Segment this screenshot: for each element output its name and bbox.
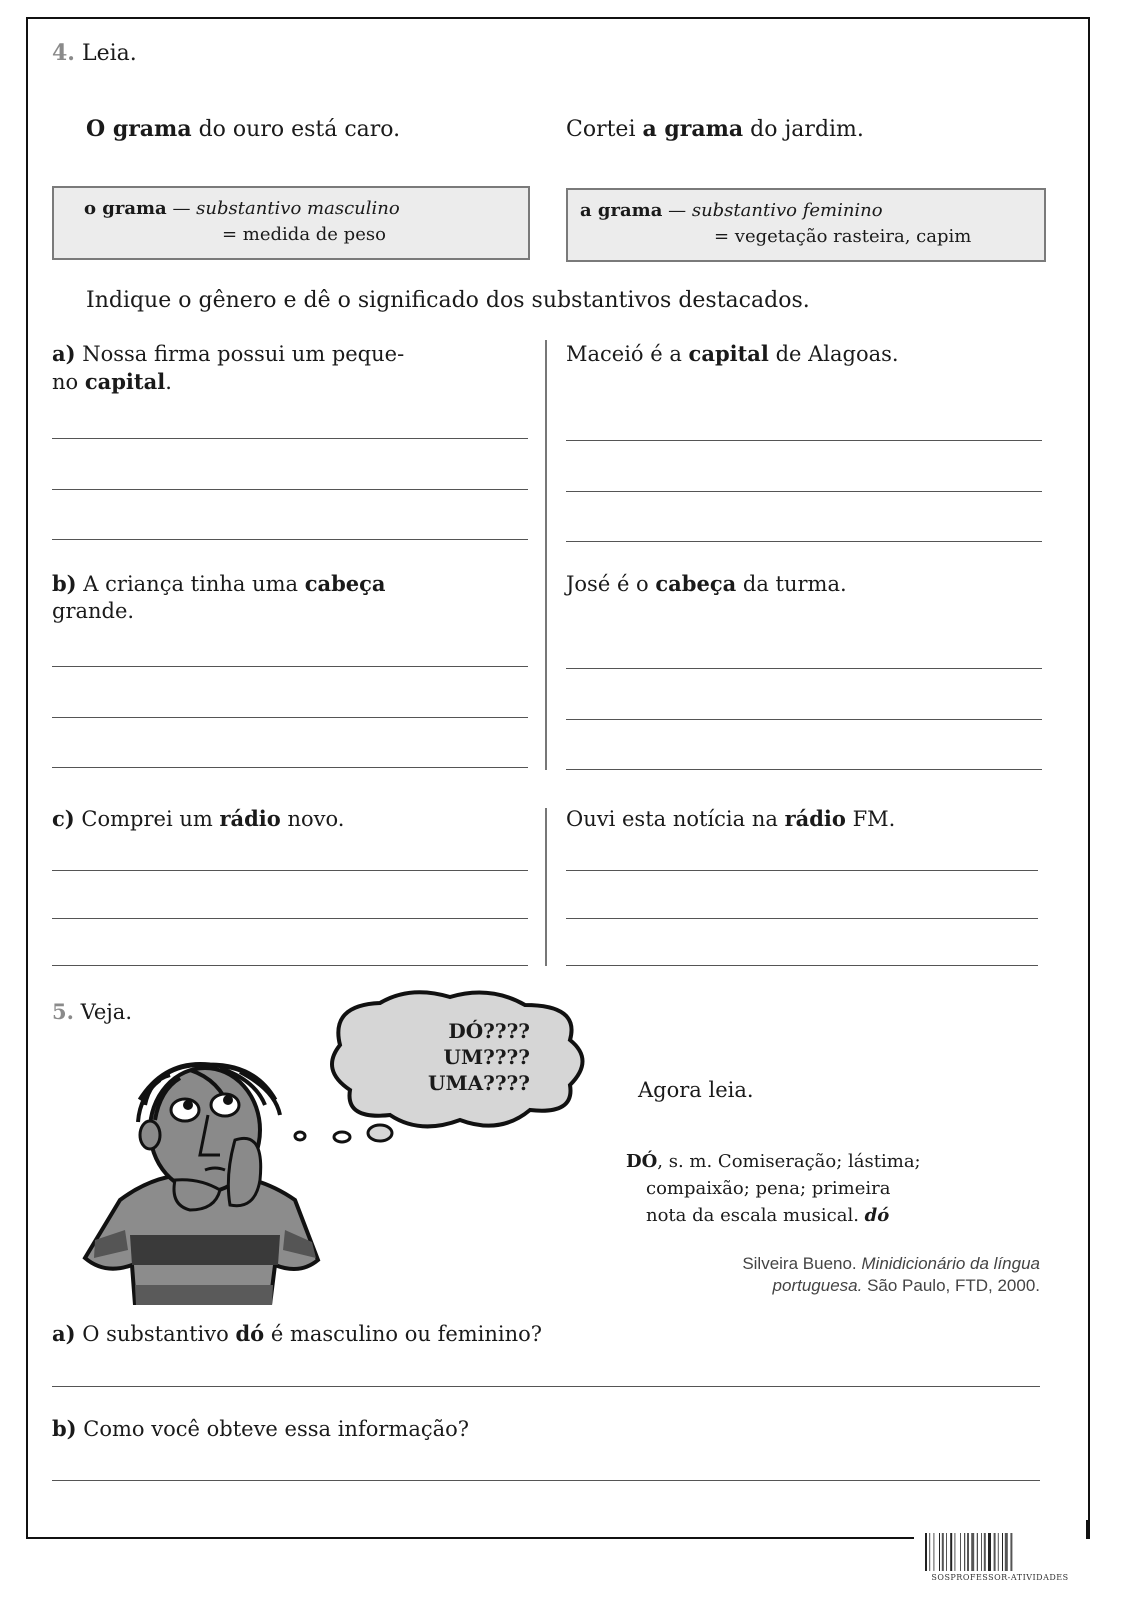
item-label: a) [52, 341, 76, 366]
definition-term: a grama [580, 200, 663, 221]
item-b-left [52, 570, 530, 625]
thought-bubble-text [380, 1018, 530, 1096]
dictionary-entry [626, 1148, 921, 1229]
answer-line[interactable] [566, 965, 1038, 966]
item-text: Maceió é a [566, 342, 689, 366]
dictionary-text: , s. m. Comiseração; lástima; [657, 1151, 921, 1172]
answer-line[interactable] [52, 666, 528, 667]
q4-heading [52, 40, 137, 66]
citation-title: portuguesa. [772, 1276, 863, 1295]
barcode-bar [981, 1533, 982, 1571]
barcode-bar [988, 1533, 991, 1571]
q5-question-b [52, 1415, 469, 1443]
barcode-bar [950, 1533, 952, 1571]
dash: — [662, 200, 692, 221]
barcode-bar [984, 1533, 986, 1571]
example-sentence-masculine [86, 116, 400, 142]
citation-publisher: São Paulo, FTD, 2000. [862, 1276, 1040, 1295]
item-text: FM. [845, 807, 896, 831]
answer-line[interactable] [566, 541, 1042, 542]
thought-word: UM???? [443, 1045, 530, 1069]
barcode-bar [964, 1533, 965, 1571]
answer-line[interactable] [52, 717, 528, 718]
answer-line[interactable] [52, 918, 528, 919]
dictionary-text: nota da escala musical. [646, 1205, 865, 1226]
item-text: da turma. [736, 572, 847, 596]
answer-line[interactable] [566, 918, 1038, 919]
q4-instruction: Leia. [81, 41, 137, 66]
barcode-label: SOSPROFESSOR-ATIVIDADES [931, 1573, 1069, 1582]
answer-line[interactable] [566, 668, 1042, 669]
highlight-term: cabeça [655, 571, 737, 596]
answer-line[interactable] [566, 440, 1042, 441]
citation-title: Minidicionário da língua [861, 1254, 1040, 1273]
item-text: é masculino ou feminino? [264, 1322, 543, 1346]
barcode-bar [994, 1533, 996, 1571]
dictionary-citation [640, 1253, 1040, 1297]
sentence-text: Cortei [566, 117, 643, 142]
item-text: . [165, 370, 172, 394]
item-text: O substantivo [75, 1322, 236, 1346]
barcode-bar [977, 1533, 978, 1571]
q5-question-a [52, 1320, 542, 1348]
thought-word: DÓ???? [448, 1019, 530, 1043]
barcode-bar [954, 1533, 955, 1571]
q5-number: 5. [52, 999, 74, 1024]
item-text: novo. [280, 807, 345, 831]
answer-line[interactable] [52, 1386, 1040, 1387]
barcode-bar [929, 1533, 930, 1571]
answer-line[interactable] [52, 489, 528, 490]
answer-line[interactable] [52, 1480, 1040, 1481]
part-of-speech: substantivo feminino [691, 200, 883, 221]
item-text: grande. [52, 599, 135, 623]
column-divider [545, 808, 547, 966]
barcode-bar [925, 1533, 927, 1571]
item-text: no [52, 370, 85, 394]
sentence-text: do ouro está caro. [191, 117, 401, 142]
item-text: Ouvi esta notícia na [566, 807, 785, 831]
highlight-term: capital [84, 369, 166, 394]
part-of-speech: substantivo masculino [196, 198, 400, 219]
item-text: Como você obteve essa informação? [76, 1417, 470, 1441]
barcode-bar [1002, 1533, 1003, 1571]
dictionary-text: compaixão; pena; primeira [646, 1178, 891, 1199]
definition-meaning: = medida de peso [222, 224, 386, 245]
barcode-bar [960, 1533, 961, 1571]
definition-meaning: = vegetação rasteira, capim [714, 226, 972, 247]
answer-line[interactable] [52, 539, 528, 540]
item-text: José é o [566, 572, 656, 596]
item-c-right [566, 805, 895, 833]
highlight-term: dó [235, 1321, 265, 1346]
item-text: de Alagoas. [768, 342, 899, 366]
answer-line[interactable] [52, 438, 528, 439]
item-label: a) [52, 1321, 76, 1346]
definition-box-masculine [52, 186, 530, 260]
q4-number: 4. [52, 40, 75, 66]
example-sentence-feminine [566, 116, 864, 142]
definition-box-feminine [566, 188, 1046, 262]
definition-term: o grama [84, 198, 167, 219]
answer-line[interactable] [566, 870, 1038, 871]
item-text: Nossa firma possui um peque- [75, 342, 405, 366]
q5-heading [52, 999, 132, 1024]
item-text: A criança tinha uma [76, 572, 305, 596]
barcode-bar [971, 1533, 974, 1571]
q4-prompt: Indique o gênero e dê o significado dos substantivos destacados. [86, 288, 810, 313]
item-a-left [52, 340, 530, 396]
highlight-term: O grama [86, 116, 192, 142]
item-b-right [566, 570, 847, 598]
barcode-icon [925, 1533, 1075, 1571]
barcode-bar [939, 1533, 940, 1571]
dictionary-syllable: dó [864, 1205, 890, 1226]
barcode-bar [942, 1533, 944, 1571]
barcode-bar [967, 1533, 969, 1571]
column-divider [545, 340, 547, 770]
item-a-right [566, 340, 899, 368]
dictionary-headword: DÓ [626, 1151, 658, 1172]
barcode-bar [1010, 1533, 1012, 1571]
sentence-text: do jardim. [743, 117, 864, 142]
highlight-term: cabeça [304, 571, 386, 596]
now-read-instruction: Agora leia. [638, 1078, 754, 1102]
highlight-term: a grama [642, 116, 744, 142]
thought-word: UMA???? [428, 1071, 530, 1095]
answer-line[interactable] [52, 767, 528, 768]
citation-author: Silveira Bueno. [742, 1254, 862, 1273]
item-text: Comprei um [74, 807, 220, 831]
barcode-bar [998, 1533, 999, 1571]
item-label: b) [52, 1416, 77, 1441]
item-label: c) [52, 806, 75, 831]
dash: — [166, 198, 197, 219]
answer-line[interactable] [52, 870, 528, 871]
answer-line[interactable] [566, 719, 1042, 720]
highlight-term: capital [688, 341, 769, 366]
barcode-bar [946, 1533, 947, 1571]
answer-line[interactable] [566, 491, 1042, 492]
highlight-term: rádio [784, 806, 846, 831]
barcode-bar [933, 1533, 934, 1571]
barcode-bar [1005, 1533, 1008, 1571]
answer-line[interactable] [566, 769, 1042, 770]
highlight-term: rádio [219, 806, 281, 831]
item-c-left [52, 805, 344, 833]
q5-instruction: Veja. [80, 1000, 132, 1024]
page-frame-corner [1086, 1520, 1088, 1539]
answer-line[interactable] [52, 965, 528, 966]
item-label: b) [52, 571, 77, 596]
page-frame-bottom [26, 1537, 914, 1539]
